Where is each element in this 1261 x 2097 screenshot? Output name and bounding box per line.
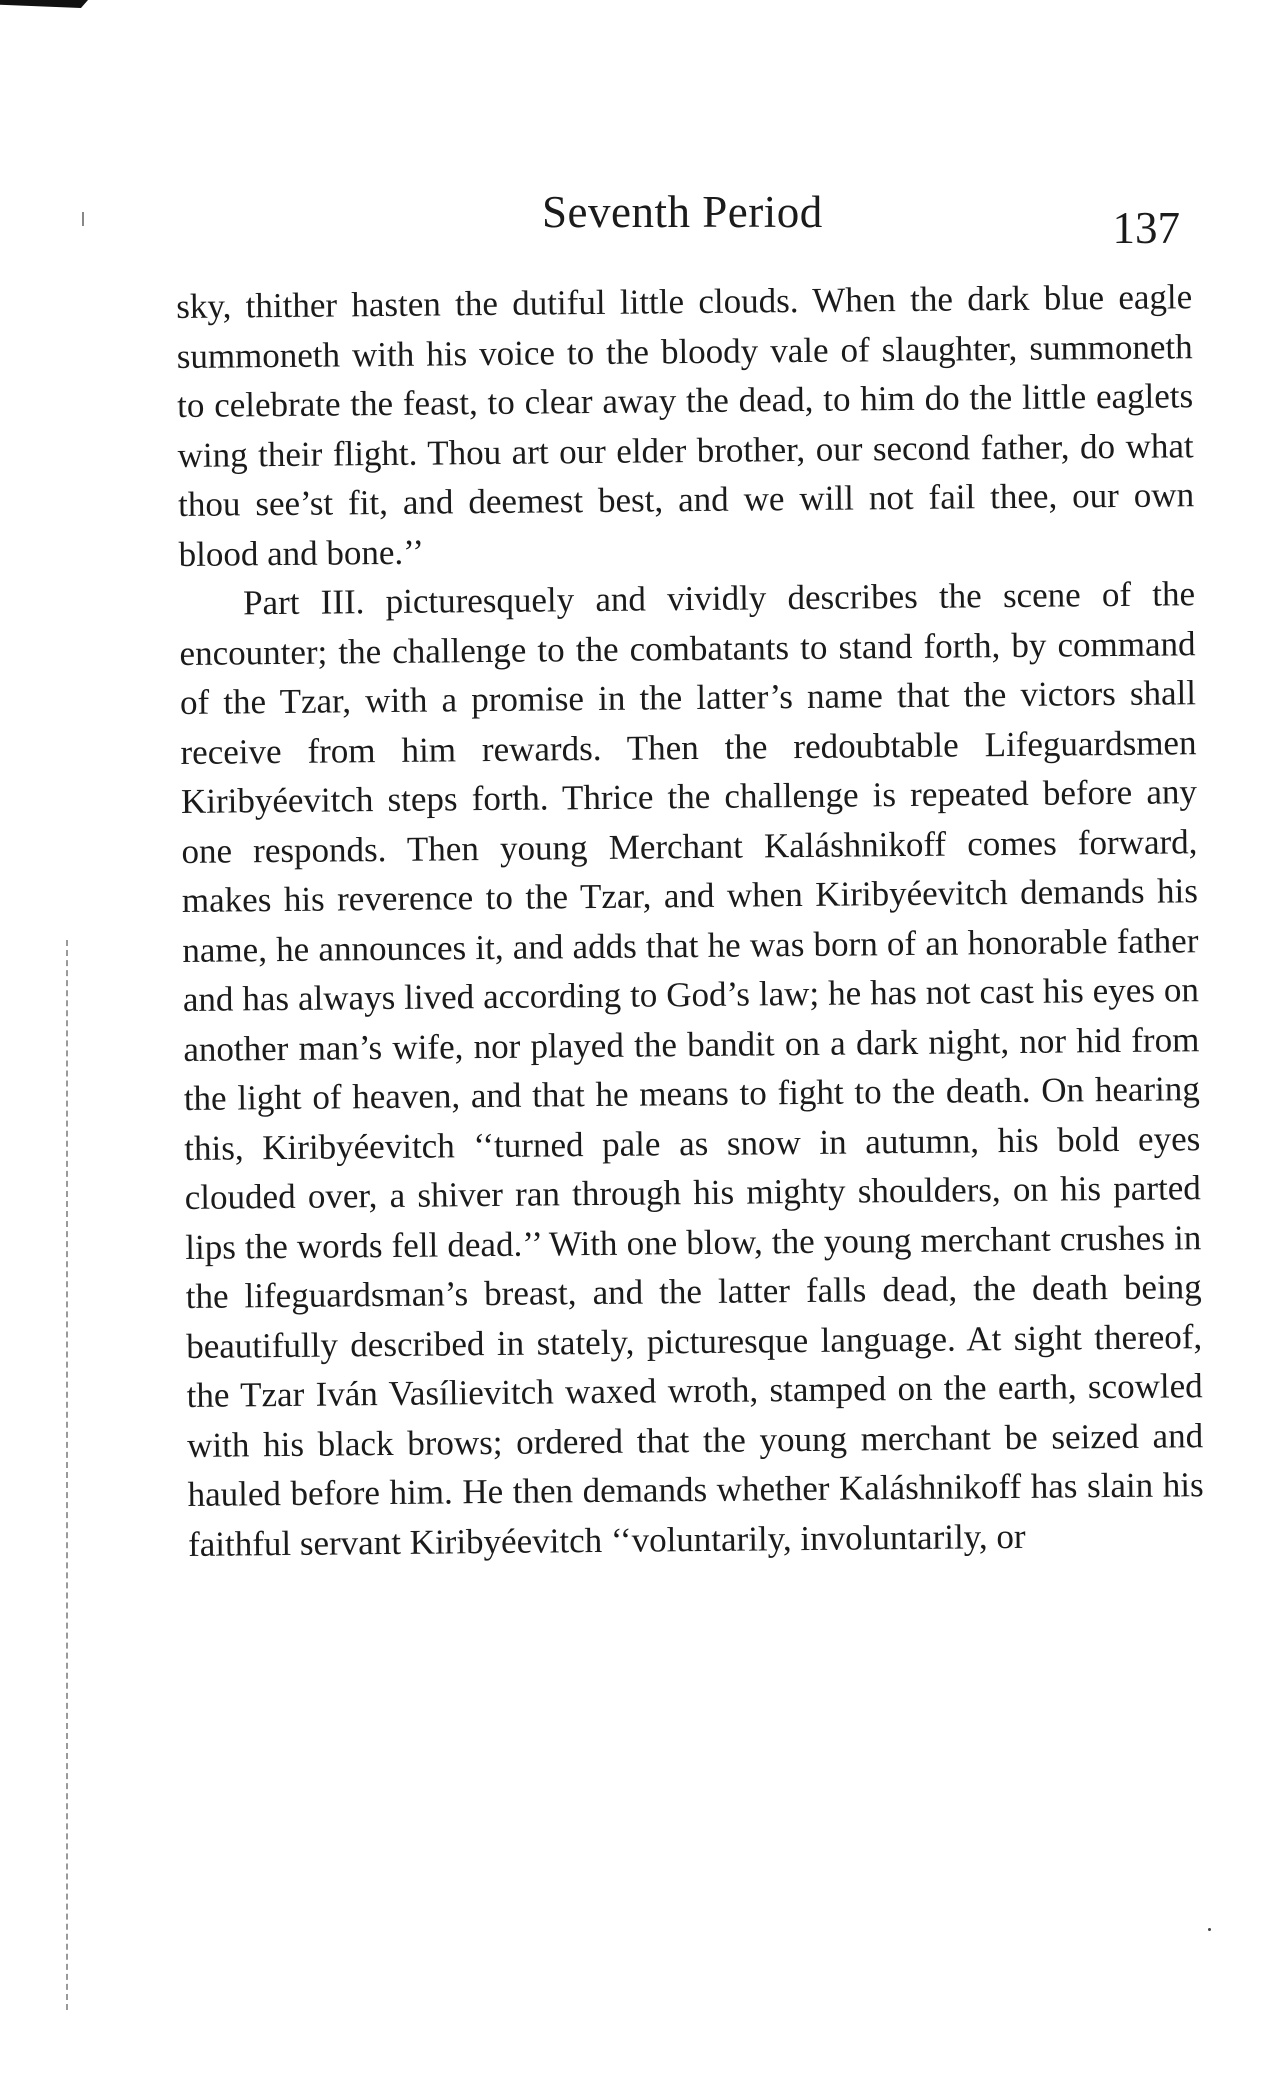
running-title: Seventh Period xyxy=(542,187,823,237)
scan-edge-mark xyxy=(0,0,88,8)
binding-shadow xyxy=(66,940,70,2010)
running-head xyxy=(180,186,1180,253)
margin-tick xyxy=(82,212,84,226)
stray-dot xyxy=(1208,1928,1211,1931)
body-text xyxy=(176,272,1204,1569)
paragraph-part-three: Part III. picturesquely and vividly describes the scene of the encounter; the challenge to the combatants to stand forth, by command of the Tzar, with a promise in the latter’s name that the victors shall receive from him rewards. Then the redoubtable Lifeguardsmen Kiribyéevitch steps forth. Thrice the challenge is repeated before any one responds. Then young Merchant Kaláshnikoff comes forward, makes his reverence to the Tzar, and when Kiribyéevitch demands his name, he announces it, and adds that he was born of an honorable father and has always lived according to God’s law; he has not cast his eyes on another man’s wife, nor played the bandit on a dark night, nor hid from the light of heaven, and that he means to fight to the death. On hearing this, Kiribyéevitch ‘‘turned pale as snow in autumn, his bold eyes clouded over, a shiver ran through his mighty shoulders, on his parted lips the words fell dead.’’ With one blow, the young merchant crushes in the lifeguardsman’s breast, and the latter falls dead, the death being beautifully described in stately, picturesque language. At sight thereof, the Tzar Iván Vasílievitch waxed wroth, stamped on the earth, scowled with his black brows; ordered that the young merchant be seized and hauled before him. He then demands whether Kaláshnikoff has slain his faithful servant Kiribyéevitch ‘‘voluntarily, involuntarily, or xyxy=(179,574,1204,1564)
page-number: 137 xyxy=(1112,203,1180,253)
paragraph-continued: sky, thither hasten the dutiful little clouds. When the dark blue eagle summoneth with his voice to the bloody vale of slaughter, summoneth to celebrate the feast, to clear away the dead, to him do the little eaglets wing their flight. Thou art our elder brother, our second father, do what thou see’st fit, and deemest best, and we will not fail thee, our own blood and bone.’’ xyxy=(176,277,1195,574)
